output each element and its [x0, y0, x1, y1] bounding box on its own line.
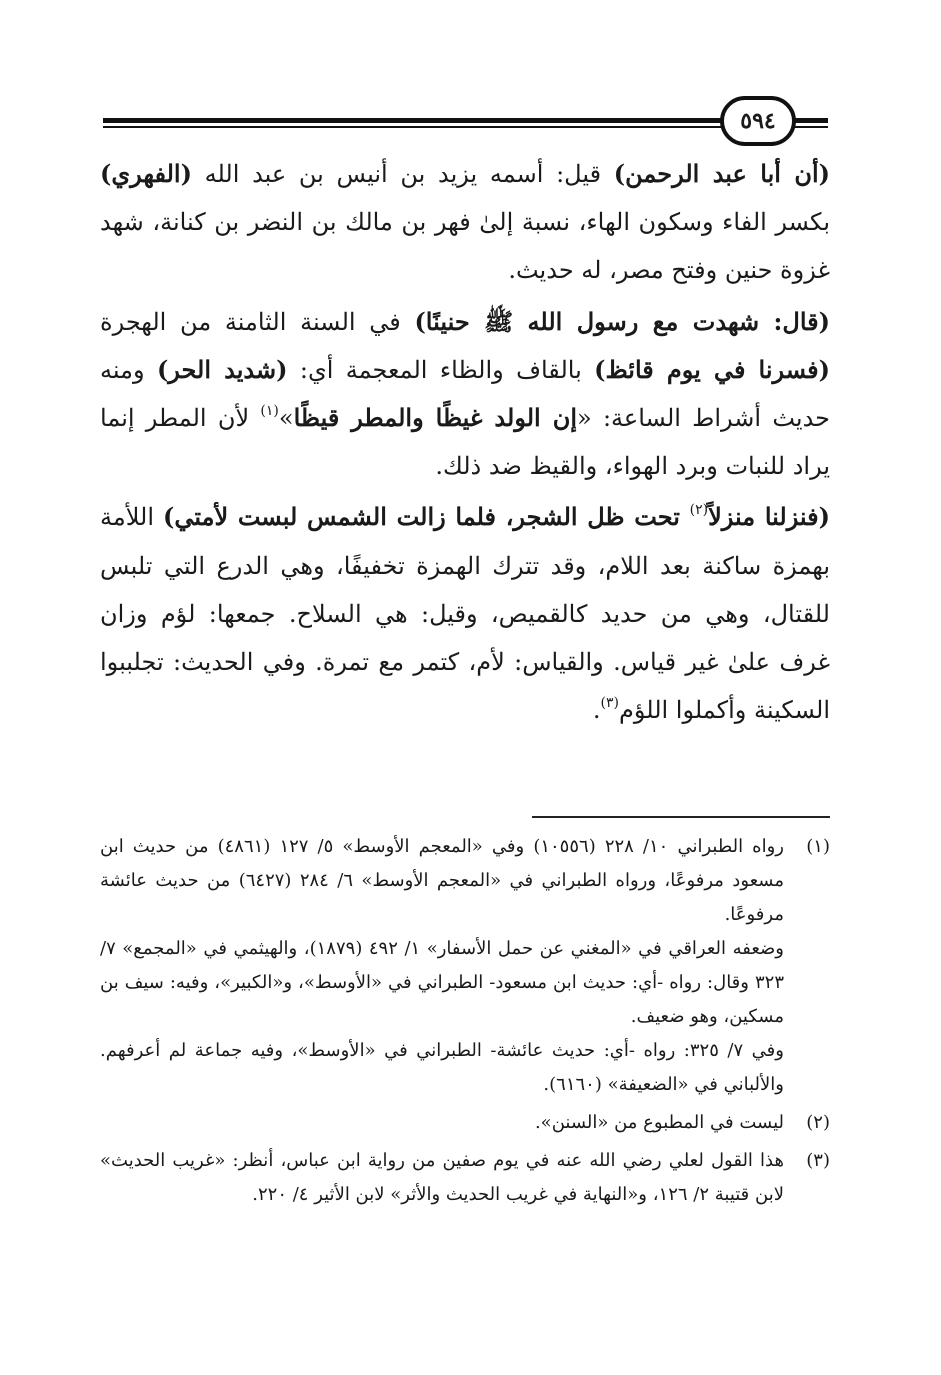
footnote-2 [100, 1106, 830, 1140]
footnote-1 [100, 830, 830, 932]
text-run: لأن المطر إنما يراد للنبات وبرد الهواء، والقيظ ضد ذلك. [100, 404, 830, 481]
bold-phrase: (فنزلنا منزلاً [708, 502, 831, 532]
footnote-marker: (١) [260, 403, 279, 420]
paragraph-1 [100, 150, 830, 295]
bold-phrase: (شديد الحر) [156, 354, 288, 384]
bold-phrase: (الفهري) [100, 159, 192, 188]
footnote-3 [100, 1144, 830, 1212]
text-run: » [278, 404, 294, 433]
footnote-1-continuation: وفي ٧/ ٣٢٥: رواه -أي: حديث عائشة- الطبراني في «الأوسط»، وفيه جماعة لم أعرفهم. والألباني في «الضعيفة» (٦١٦٠). [100, 1040, 784, 1095]
paragraph-3 [100, 493, 830, 734]
header-rule [103, 118, 721, 123]
footnote-marker: (٢) [689, 502, 709, 519]
text-run: بالقاف والظاء المعجمة أي: [287, 355, 595, 384]
text-run: في السنة الثامنة من الهجرة [100, 307, 415, 336]
bold-phrase: تحت ظل الشجر، فلما زالت الشمس لبست لأمتي) [162, 502, 690, 532]
header-rule-right-thin [795, 126, 828, 128]
footnote-text: ليست في المطبوع من «السنن». [534, 1112, 784, 1133]
paragraph-2 [100, 298, 830, 491]
main-text [100, 150, 830, 734]
bold-phrase: إن الولد غيظًا والمطر قيظًا [293, 403, 577, 433]
footnote-1-continuation: وضعفه العراقي في «المغني عن حمل الأسفار» ١/ ٤٩٢ (١٨٧٩)، والهيثمي في «المجمع» ٧/ ٣٢٣ وقال: رواه -أي: حديث ابن مسعود- الطبراني في «الأوسط»، و«الكبير»، وفيه: سيف بن مسكين، وهو ضعيف. [100, 938, 784, 1027]
footnote-number: (١) [806, 836, 830, 857]
footnotes [100, 830, 830, 1212]
header-rule-thin [103, 126, 721, 128]
page-number: ٥٩٤ [720, 96, 796, 146]
text-run: قيل: أسمه يزيد بن أنيس بن عبد الله [191, 160, 614, 188]
bold-phrase: (أن أبا عبد الرحمن) [613, 159, 830, 188]
bold-phrase: (قال: شهدت مع رسول الله ﷺ حنينًا) [414, 306, 830, 336]
text-run: ومنه حديث أشراط الساعة: « [100, 355, 831, 433]
footnote-separator [532, 816, 830, 818]
footnote-marker: (٣) [600, 695, 619, 712]
footnote-number: (٣) [806, 1150, 830, 1171]
footnote-text: هذا القول لعلي رضي الله عنه في يوم صفين من رواية ابن عباس، أنظر: «غريب الحديث» لابن قتيبة ٢/ ١٢٦، و«النهاية في غريب الحديث والأثر» لابن الأثير ٤/ ٢٢٠. [100, 1150, 784, 1205]
footnote-number: (٢) [806, 1112, 830, 1133]
text-run: اللأمة بهمزة ساكنة بعد اللام، وقد تترك الهمزة تخفيفًا، وهي الدرع التي تلبس للقتال، وهي من حديد كالقميص، وقيل: هي السلاح. جمعها: لؤم وزان غرف علىٰ غير قياس. والقياس: لأم، كتمر مع تمرة. وفي الحديث: تجلببوا السكينة وأكملوا اللؤم [100, 503, 830, 725]
bold-phrase: (فسرنا في يوم قائظ) [594, 354, 831, 384]
text-run: . [592, 696, 601, 725]
text-run: بكسر الفاء وسكون الهاء، نسبة إلىٰ فهر بن مالك بن النضر بن كنانة، شهد غزوة حنين وفتح مصر، له حديث. [100, 208, 830, 285]
header-rule-right [795, 118, 828, 123]
footnote-text: رواه الطبراني ١٠/ ٢٢٨ (١٠٥٥٦) وفي «المعجم الأوسط» ٥/ ١٢٧ (٤٨٦١) من حديث ابن مسعود مرفوعًا، ورواه الطبراني في «المعجم الأوسط» ٦/ ٢٨٤ (٦٤٢٧) من حديث عائشة مرفوعًا. [100, 836, 785, 925]
